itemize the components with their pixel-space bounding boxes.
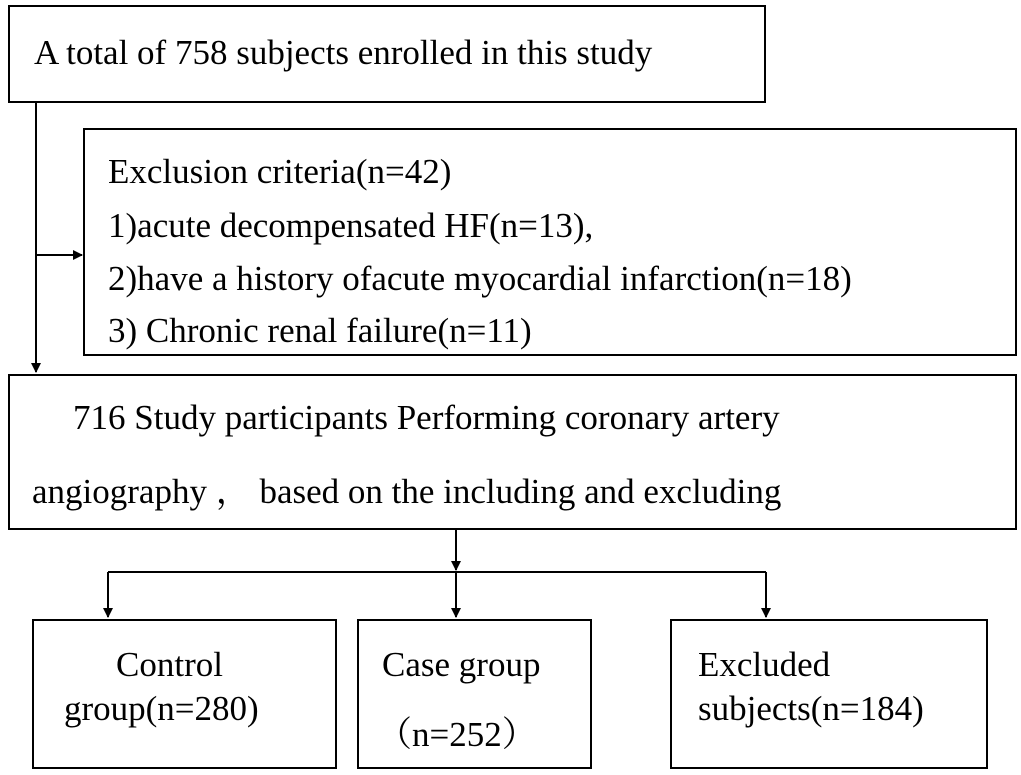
exclusion-item-3: 3) Chronic renal failure(n=11) bbox=[108, 311, 532, 350]
enrolled-box bbox=[8, 5, 766, 103]
case-group-box bbox=[357, 619, 592, 769]
participants-line-1: 716 Study participants Performing coronary artery bbox=[73, 398, 780, 437]
excluded-subjects-box bbox=[670, 619, 988, 769]
case-group-line-2: （n=252） bbox=[377, 715, 537, 754]
exclusion-criteria-box bbox=[83, 128, 1017, 356]
control-group-line-2: group(n=280) bbox=[64, 689, 259, 728]
exclusion-item-1: 1)acute decompensated HF(n=13), bbox=[108, 206, 594, 245]
control-group-line-1: Control bbox=[116, 645, 223, 684]
control-group-box bbox=[32, 619, 337, 769]
exclusion-title: Exclusion criteria(n=42) bbox=[108, 152, 452, 191]
exclusion-item-2: 2)have a history ofacute myocardial infarction(n=18) bbox=[108, 259, 852, 298]
enrolled-text: A total of 758 subjects enrolled in this study bbox=[34, 33, 653, 72]
participants-line-2: angiography ， based on the including and excluding bbox=[32, 472, 782, 511]
excluded-subjects-line-1: Excluded bbox=[698, 645, 831, 684]
participants-box bbox=[8, 374, 1017, 530]
case-group-line-1: Case group bbox=[382, 645, 541, 684]
excluded-subjects-line-2: subjects(n=184) bbox=[698, 689, 924, 728]
